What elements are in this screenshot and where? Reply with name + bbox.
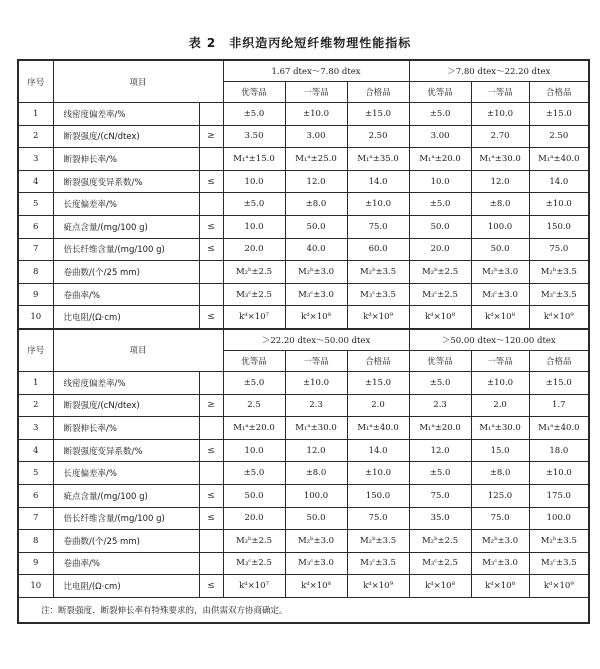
row-value: ±5.0	[223, 371, 285, 394]
row-value: kᵈ×10⁸	[409, 306, 471, 329]
row-value: 10.0	[223, 439, 285, 462]
row-item: 断裂伸长率/%	[53, 148, 199, 171]
row-number: 7	[18, 507, 53, 530]
row-comparator: ≥	[199, 394, 223, 417]
row-value: 175.0	[529, 484, 589, 507]
row-value: 10.0	[223, 215, 285, 238]
row-value: ±8.0	[471, 462, 529, 485]
header-item: 项目	[53, 329, 223, 372]
row-value: 100.0	[285, 484, 347, 507]
row-number: 8	[18, 530, 53, 553]
row-value: M₃ᶜ±3.0	[471, 283, 529, 306]
row-value: M₂ᵇ±3.0	[471, 530, 529, 553]
row-item: 卷曲率/%	[53, 283, 199, 306]
row-item: 倍长纤维含量/(mg/100 g)	[53, 507, 199, 530]
row-value: kᵈ×10⁹	[347, 575, 409, 598]
row-value: 3.50	[223, 125, 285, 148]
row-comparator	[199, 148, 223, 171]
row-value: ±15.0	[529, 103, 589, 126]
row-comparator	[199, 193, 223, 216]
header-grade: 合格品	[347, 82, 409, 103]
row-value: M₃ᶜ±3.0	[285, 283, 347, 306]
row-item: 断裂强度/(cN/dtex)	[53, 394, 199, 417]
row-value: 12.0	[409, 439, 471, 462]
row-value: 60.0	[347, 238, 409, 261]
row-value: M₃ᶜ±3.5	[347, 283, 409, 306]
row-value: 50.0	[285, 215, 347, 238]
row-comparator: ≤	[199, 575, 223, 598]
row-item: 卷曲数/(个/25 mm)	[53, 261, 199, 284]
header-seq: 序号	[18, 329, 53, 372]
row-item: 长度偏差率/%	[53, 193, 199, 216]
row-value: M₂ᵇ±3.0	[471, 261, 529, 284]
header-grade: 一等品	[471, 350, 529, 371]
row-value: ±10.0	[529, 193, 589, 216]
row-value: M₂ᵇ±3.5	[529, 261, 589, 284]
header-range-1: 1.67 dtex～7.80 dtex	[223, 60, 409, 82]
header-grade: 合格品	[347, 350, 409, 371]
row-comparator: ≤	[199, 215, 223, 238]
row-value: 20.0	[223, 238, 285, 261]
row-value: kᵈ×10⁷	[223, 575, 285, 598]
row-value: 15.0	[471, 439, 529, 462]
row-value: ±5.0	[409, 462, 471, 485]
row-value: M₃ᶜ±3.0	[285, 552, 347, 575]
row-value: ±10.0	[471, 103, 529, 126]
row-value: kᵈ×10⁸	[285, 575, 347, 598]
row-number: 4	[18, 170, 53, 193]
row-value: 150.0	[347, 484, 409, 507]
header-grade: 合格品	[529, 82, 589, 103]
row-comparator: ≤	[199, 507, 223, 530]
row-value: 50.0	[223, 484, 285, 507]
header-grade: 合格品	[529, 350, 589, 371]
row-number: 2	[18, 125, 53, 148]
row-value: ±5.0	[223, 103, 285, 126]
row-value: M₁ᵃ±40.0	[529, 417, 589, 440]
table-row	[18, 439, 589, 462]
row-number: 1	[18, 371, 53, 394]
row-value: ±8.0	[471, 193, 529, 216]
row-item: 比电阻/(Ω·cm)	[53, 306, 199, 329]
row-value: M₁ᵃ±30.0	[471, 417, 529, 440]
row-value: 12.0	[285, 170, 347, 193]
row-value: M₃ᶜ±3.5	[529, 552, 589, 575]
row-value: ±15.0	[347, 103, 409, 126]
table-row	[18, 417, 589, 440]
table-row	[18, 306, 589, 329]
row-value: ±8.0	[285, 193, 347, 216]
table-row	[18, 484, 589, 507]
note-row	[18, 597, 589, 623]
row-value: ±10.0	[529, 462, 589, 485]
row-comparator	[199, 552, 223, 575]
row-value: kᵈ×10⁹	[347, 306, 409, 329]
header-seq: 序号	[18, 60, 53, 103]
row-value: ±8.0	[285, 462, 347, 485]
row-value: 2.0	[347, 394, 409, 417]
row-number: 9	[18, 283, 53, 306]
table-row	[18, 552, 589, 575]
row-value: ±5.0	[409, 193, 471, 216]
header-range-2: ＞7.80 dtex～22.20 dtex	[409, 60, 589, 82]
section-header-row	[18, 60, 589, 82]
row-number: 5	[18, 193, 53, 216]
row-value: M₃ᶜ±3.5	[529, 283, 589, 306]
header-grade: 一等品	[285, 350, 347, 371]
row-value: kᵈ×10⁷	[223, 306, 285, 329]
row-comparator: ≤	[199, 238, 223, 261]
row-number: 2	[18, 394, 53, 417]
row-value: kᵈ×10⁸	[285, 306, 347, 329]
header-grade: 一等品	[285, 82, 347, 103]
row-comparator	[199, 283, 223, 306]
row-value: M₁ᵃ±25.0	[285, 148, 347, 171]
row-number: 3	[18, 417, 53, 440]
row-value: 50.0	[409, 215, 471, 238]
header-grade: 优等品	[409, 82, 471, 103]
row-value: kᵈ×10⁸	[471, 575, 529, 598]
row-item: 疵点含量/(mg/100 g)	[53, 215, 199, 238]
row-item: 断裂强度变异系数/%	[53, 170, 199, 193]
row-value: M₃ᶜ±2.5	[409, 552, 471, 575]
row-item: 线密度偏差率/%	[53, 371, 199, 394]
row-value: 75.0	[471, 507, 529, 530]
row-value: ±5.0	[223, 193, 285, 216]
row-value: ±15.0	[347, 371, 409, 394]
row-number: 8	[18, 261, 53, 284]
spec-table	[17, 59, 590, 624]
row-value: 75.0	[347, 507, 409, 530]
row-value: M₂ᵇ±2.5	[409, 261, 471, 284]
row-value: kᵈ×10⁹	[529, 306, 589, 329]
row-value: 75.0	[409, 484, 471, 507]
row-value: M₂ᵇ±3.0	[285, 530, 347, 553]
row-value: ±5.0	[223, 462, 285, 485]
row-value: ±5.0	[409, 371, 471, 394]
row-value: kᵈ×10⁹	[529, 575, 589, 598]
row-comparator: ≤	[199, 484, 223, 507]
row-value: M₃ᶜ±2.5	[409, 283, 471, 306]
row-comparator	[199, 462, 223, 485]
row-value: M₂ᵇ±3.5	[529, 530, 589, 553]
row-item: 倍长纤维含量/(mg/100 g)	[53, 238, 199, 261]
row-value: 2.50	[347, 125, 409, 148]
table-row	[18, 215, 589, 238]
table-row	[18, 193, 589, 216]
row-value: 75.0	[347, 215, 409, 238]
row-number: 7	[18, 238, 53, 261]
row-comparator	[199, 261, 223, 284]
row-value: M₃ᶜ±2.5	[223, 283, 285, 306]
table-note: 注：断裂强度、断裂伸长率有特殊要求的，由供需双方协商确定。	[18, 597, 589, 623]
table-row	[18, 530, 589, 553]
table-row	[18, 261, 589, 284]
table-row	[18, 462, 589, 485]
table-row	[18, 575, 589, 598]
spec-table-body	[18, 60, 589, 623]
row-number: 4	[18, 439, 53, 462]
row-value: 1.7	[529, 394, 589, 417]
row-value: 40.0	[285, 238, 347, 261]
row-value: M₁ᵃ±40.0	[347, 417, 409, 440]
row-number: 5	[18, 462, 53, 485]
section-header-row	[18, 329, 589, 351]
row-comparator: ≤	[199, 439, 223, 462]
row-value: ±10.0	[285, 103, 347, 126]
row-number: 1	[18, 103, 53, 126]
row-value: 150.0	[529, 215, 589, 238]
row-value: 2.0	[471, 394, 529, 417]
row-value: M₁ᵃ±20.0	[223, 417, 285, 440]
row-value: M₃ᶜ±3.0	[471, 552, 529, 575]
row-comparator: ≤	[199, 306, 223, 329]
row-comparator	[199, 417, 223, 440]
row-value: ±10.0	[347, 462, 409, 485]
row-value: M₂ᵇ±3.5	[347, 530, 409, 553]
header-item: 项目	[53, 60, 223, 103]
row-value: 75.0	[529, 238, 589, 261]
row-comparator: ≤	[199, 170, 223, 193]
row-value: 3.00	[285, 125, 347, 148]
row-value: 2.3	[409, 394, 471, 417]
row-value: M₂ᵇ±2.5	[223, 530, 285, 553]
row-item: 断裂强度变异系数/%	[53, 439, 199, 462]
row-value: 18.0	[529, 439, 589, 462]
row-value: M₂ᵇ±2.5	[223, 261, 285, 284]
row-value: ±15.0	[529, 371, 589, 394]
row-value: 2.5	[223, 394, 285, 417]
row-value: M₂ᵇ±2.5	[409, 530, 471, 553]
row-value: M₁ᵃ±20.0	[409, 148, 471, 171]
table-row	[18, 507, 589, 530]
row-value: 125.0	[471, 484, 529, 507]
row-item: 断裂伸长率/%	[53, 417, 199, 440]
row-number: 6	[18, 215, 53, 238]
row-value: 20.0	[409, 238, 471, 261]
row-value: 35.0	[409, 507, 471, 530]
row-value: 100.0	[471, 215, 529, 238]
row-item: 断裂强度/(cN/dtex)	[53, 125, 199, 148]
row-value: M₂ᵇ±3.5	[347, 261, 409, 284]
row-value: ±10.0	[471, 371, 529, 394]
row-value: 50.0	[285, 507, 347, 530]
row-value: M₁ᵃ±30.0	[285, 417, 347, 440]
row-number: 10	[18, 306, 53, 329]
row-value: 12.0	[471, 170, 529, 193]
row-value: 12.0	[285, 439, 347, 462]
row-value: 14.0	[529, 170, 589, 193]
row-value: M₁ᵃ±35.0	[347, 148, 409, 171]
row-number: 10	[18, 575, 53, 598]
header-grade: 优等品	[409, 350, 471, 371]
header-grade: 优等品	[223, 350, 285, 371]
row-comparator: ≥	[199, 125, 223, 148]
row-item: 长度偏差率/%	[53, 462, 199, 485]
table-row	[18, 170, 589, 193]
row-value: ±10.0	[285, 371, 347, 394]
row-value: M₁ᵃ±20.0	[409, 417, 471, 440]
row-value: 2.70	[471, 125, 529, 148]
row-value: 50.0	[471, 238, 529, 261]
row-comparator	[199, 371, 223, 394]
row-value: 20.0	[223, 507, 285, 530]
row-value: ±5.0	[409, 103, 471, 126]
table-row	[18, 394, 589, 417]
row-item: 卷曲数/(个/25 mm)	[53, 530, 199, 553]
row-comparator	[199, 103, 223, 126]
header-grade: 一等品	[471, 82, 529, 103]
row-value: M₁ᵃ±40.0	[529, 148, 589, 171]
row-number: 9	[18, 552, 53, 575]
row-number: 3	[18, 148, 53, 171]
row-value: kᵈ×10⁸	[471, 306, 529, 329]
row-item: 卷曲率/%	[53, 552, 199, 575]
table-row	[18, 238, 589, 261]
row-value: 14.0	[347, 439, 409, 462]
row-value: 10.0	[409, 170, 471, 193]
row-value: M₁ᵃ±30.0	[471, 148, 529, 171]
row-value: ±10.0	[347, 193, 409, 216]
table-row	[18, 103, 589, 126]
row-item: 比电阻/(Ω·cm)	[53, 575, 199, 598]
table-row	[18, 148, 589, 171]
row-item: 线密度偏差率/%	[53, 103, 199, 126]
row-value: M₂ᵇ±3.0	[285, 261, 347, 284]
row-value: 2.50	[529, 125, 589, 148]
row-value: M₃ᶜ±2.5	[223, 552, 285, 575]
row-value: 100.0	[529, 507, 589, 530]
row-comparator	[199, 530, 223, 553]
row-number: 6	[18, 484, 53, 507]
table-title: 表 2 非织造丙纶短纤维物理性能指标	[188, 36, 412, 50]
row-value: M₁ᵃ±15.0	[223, 148, 285, 171]
row-value: 14.0	[347, 170, 409, 193]
row-value: 3.00	[409, 125, 471, 148]
row-value: kᵈ×10⁸	[409, 575, 471, 598]
header-range-1: ＞22.20 dtex～50.00 dtex	[223, 329, 409, 351]
table-row	[18, 283, 589, 306]
row-item: 疵点含量/(mg/100 g)	[53, 484, 199, 507]
header-grade: 优等品	[223, 82, 285, 103]
row-value: 2.3	[285, 394, 347, 417]
header-range-2: ＞50.00 dtex～120.00 dtex	[409, 329, 589, 351]
row-value: 10.0	[223, 170, 285, 193]
table-row	[18, 125, 589, 148]
row-value: M₃ᶜ±3.5	[347, 552, 409, 575]
table-row	[18, 371, 589, 394]
